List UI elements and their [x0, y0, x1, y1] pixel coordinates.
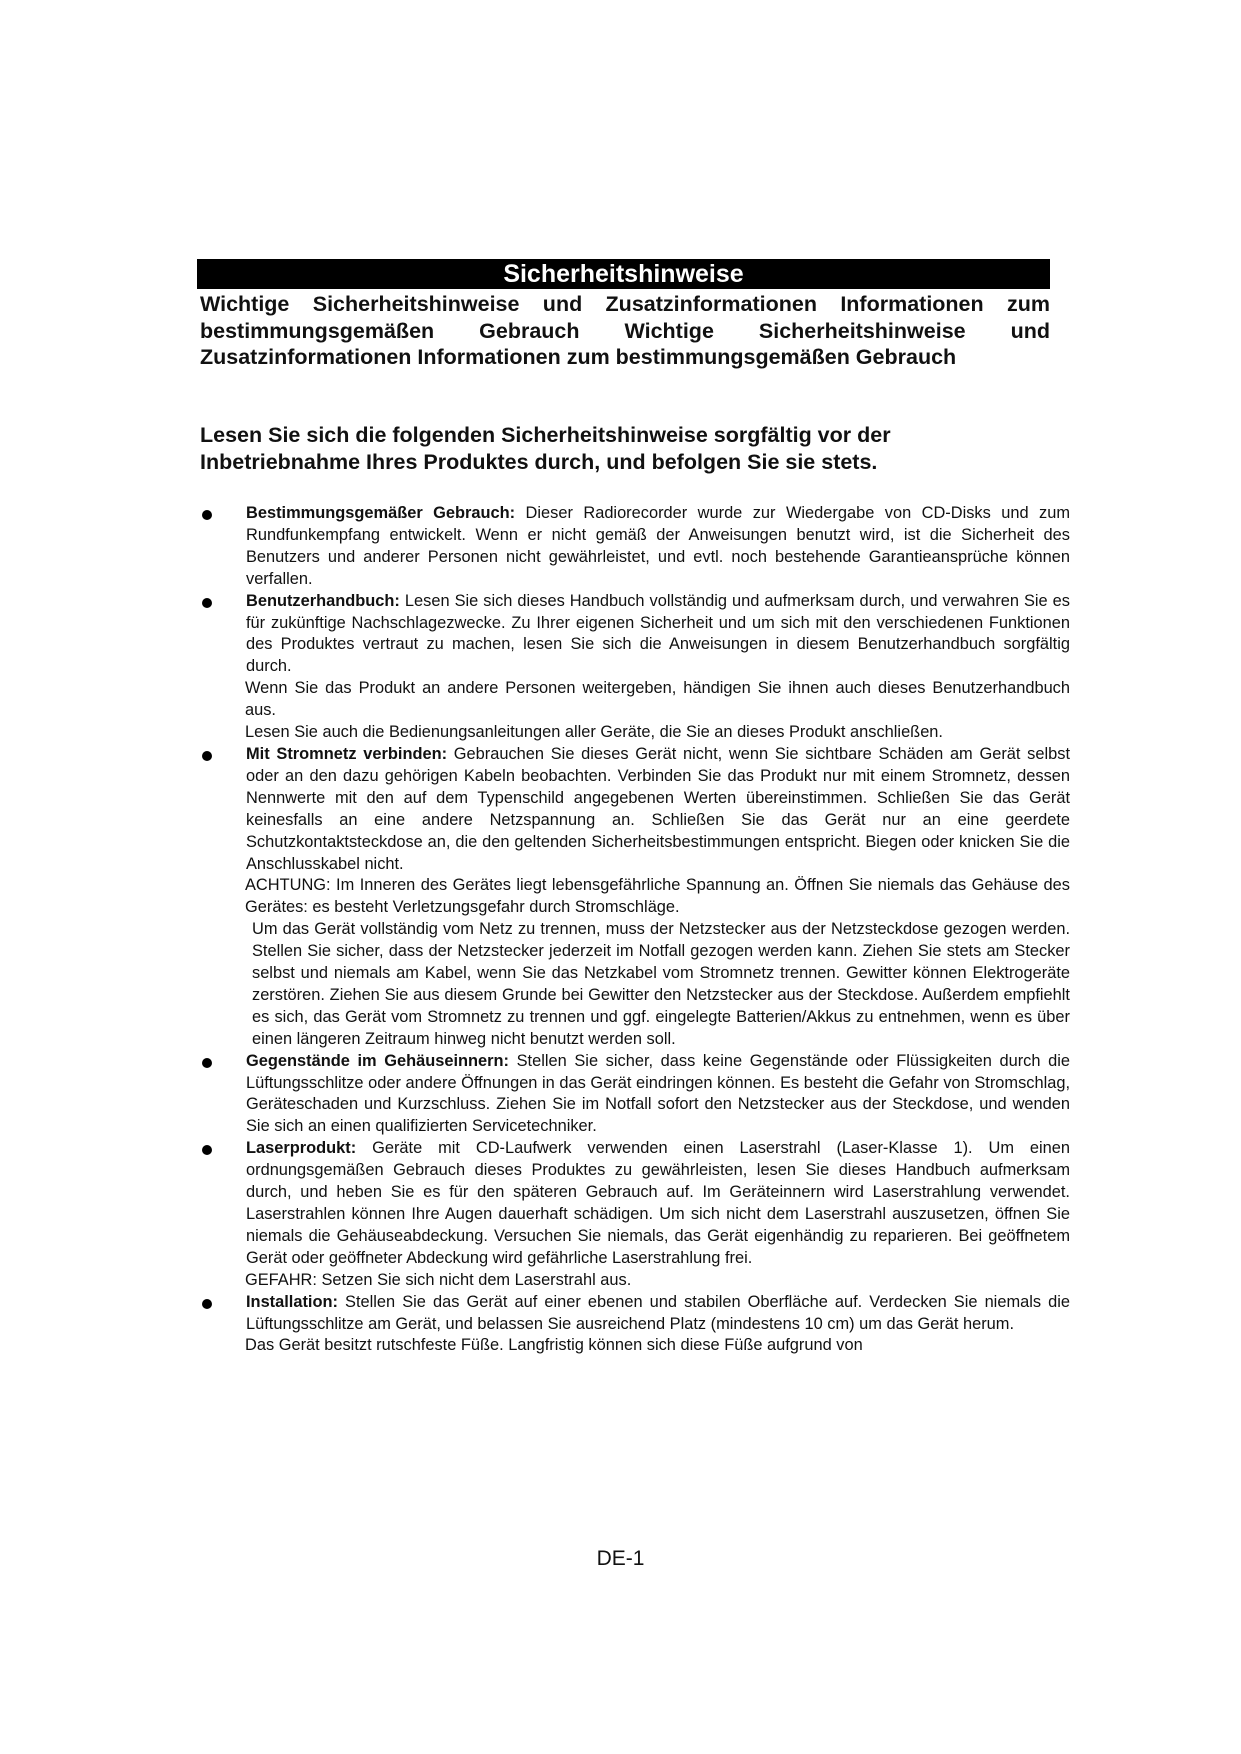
list-item	[200, 1138, 1070, 1291]
item-text: Gebrauchen Sie dieses Gerät nicht, wenn Sie sichtbare Schäden am Gerät selbst oder an den dazu gehörigen Kabeln beobachten. Verbinden Sie das Produkt nur mit einem Stromnetz, dessen Nennwerte mit den auf dem Typenschild angegebenen Werten übereinstimmen. Schließen Sie das Gerät keinesfalls an eine andere Netzspannung an. Schließen Sie das Gerät nur an eine geerdete Schutzkontaktsteckdose an, die den geltenden Sicherheitsbestimmungen entspricht. Biegen oder knicken Sie die Anschlusskabel nicht.	[246, 744, 1070, 873]
item-extra: Das Gerät besitzt rutschfeste Füße. Langfristig können sich diese Füße aufgrund von	[245, 1336, 863, 1355]
list-item	[200, 1051, 1070, 1139]
bullet-icon	[202, 1299, 212, 1309]
item-label: Mit Stromnetz verbinden:	[246, 744, 448, 763]
item-text: Stellen Sie sicher, dass keine Gegenstände oder Flüssigkeiten durch die Lüftungsschlitze oder andere Öffnungen in das Gerät eindringen können. Es besteht die Gefahr von Stromschlag, Geräteschaden und Kurzschluss. Ziehen Sie im Notfall sofort den Netzstecker aus der Steckdose, und wenden Sie sich an einen qualifizierten Servicetechniker.	[246, 1051, 1070, 1136]
item-extra: Lesen Sie auch die Bedienungsanleitungen aller Geräte, die Sie an dieses Produkt anschließen.	[245, 723, 943, 742]
list-item	[200, 744, 1070, 1051]
bullet-icon	[202, 510, 212, 520]
item-paragraph	[246, 503, 1070, 591]
page-number: DE-1	[596, 1547, 645, 1570]
item-text: Stellen Sie das Gerät auf einer ebenen und stabilen Oberfläche auf. Verdecken Sie niemals die Lüftungsschlitze am Gerät, und belassen Sie ausreichend Platz (mindestens 10 cm) um das Gerät herum.	[246, 1292, 1070, 1333]
lead-paragraph: Lesen Sie sich die folgenden Sicherheitshinweise sorgfältig vor der Inbetriebnahme Ihres Produktes durch, und befolgen Sie sie stets.	[200, 423, 891, 474]
item-extra: Wenn Sie das Produkt an andere Personen weitergeben, händigen Sie ihnen auch dieses Benutzerhandbuch aus.	[245, 679, 1070, 720]
item-paragraph	[246, 1138, 1070, 1269]
intro-heading: Wichtige Sicherheitshinweise und Zusatzinformationen Informationen zum bestimmungsgemäßen Gebrauch Wichtige Sicherheitshinweise und Zusatzinformationen Informationen zum bestimmungsgemäßen Gebrauch	[200, 292, 1050, 369]
list-item	[200, 1292, 1070, 1358]
item-text: Geräte mit CD-Laufwerk verwenden einen Laserstrahl (Laser-Klasse 1). Um einen ordnungsgemäßen Gebrauch dieses Produktes zu gewährleisten, lesen Sie dieses Handbuch aufmerksam durch, und heben Sie es für den späteren Gebrauch auf. Im Geräteinnern wird Laserstrahlung verwendet. Laserstrahlen können Ihre Augen dauerhaft schädigen. Um sich nicht dem Laserstrahl auszusetzen, öffnen Sie niemals die Gehäuseabdeckung. Versuchen Sie niemals, das Gerät eigenhändig zu reparieren. Bei geöffnetem Gerät oder geöffneter Abdeckung wird gefährliche Laserstrahlung frei.	[246, 1139, 1070, 1267]
safety-list	[200, 503, 1070, 1357]
bullet-icon	[202, 598, 212, 608]
section-title: Sicherheitshinweise	[197, 259, 1050, 289]
bullet-icon	[202, 751, 212, 761]
item-paragraph	[246, 1051, 1070, 1139]
bullet-icon	[202, 1145, 212, 1155]
bullet-icon	[202, 1058, 212, 1068]
item-text: Dieser Radiorecorder wurde zur Wiedergabe von CD-Disks und zum Rundfunkempfang entwickelt. Wenn er nicht gemäß der Anweisungen benutzt wird, ist die Sicherheit des Benutzers und anderer Personen nicht gewährleistet, und evtl. noch bestehende Garantieansprüche können verfallen.	[246, 504, 1071, 588]
item-label: Gegenstände im Gehäuseinnern:	[246, 1051, 509, 1070]
item-paragraph	[246, 744, 1070, 875]
item-extra: ACHTUNG: Im Inneren des Gerätes liegt lebensgefährliche Spannung an. Öffnen Sie niemals das Gehäuse des Gerätes: es besteht Verletzungsgefahr durch Stromschläge.	[245, 876, 1070, 917]
item-label: Bestimmungsgemäßer Gebrauch:	[246, 504, 516, 522]
item-extra: GEFAHR: Setzen Sie sich nicht dem Laserstrahl aus.	[245, 1270, 632, 1289]
item-extra: Um das Gerät vollständig vom Netz zu trennen, muss der Netzstecker aus der Netzsteckdose gezogen werden. Stellen Sie sicher, dass der Netzstecker jederzeit im Notfall gezogen werden kann. Ziehen Sie stets am Stecker selbst und niemals am Kabel, wenn Sie das Netzkabel vom Stromnetz trennen. Gewitter können Elektrogeräte zerstören. Ziehen Sie aus diesem Grunde bei Gewitter den Netzstecker aus der Steckdose. Außerdem empfiehlt es sich, das Gerät vom Stromnetz zu trennen und ggf. eingelegte Batterien/Akkus zu entnehmen, wenn es über einen längeren Zeitraum hinweg nicht benutzt werden soll.	[252, 920, 1070, 1048]
item-label: Installation:	[246, 1292, 338, 1311]
item-paragraph	[246, 1292, 1070, 1336]
item-label: Laserprodukt:	[246, 1139, 357, 1158]
item-label: Benutzerhandbuch:	[246, 591, 400, 610]
list-item	[200, 591, 1070, 744]
item-paragraph	[246, 591, 1070, 679]
item-text: Lesen Sie sich dieses Handbuch vollständig und aufmerksam durch, und verwahren Sie es für zukünftige Nachschlagezwecke. Zu Ihrer eigenen Sicherheit und um sich mit den verschiedenen Funktionen des Produktes vertraut zu machen, lesen Sie sich die Anweisungen in diesem Benutzerhandbuch sorgfältig durch.	[246, 591, 1070, 676]
list-item	[200, 503, 1070, 591]
